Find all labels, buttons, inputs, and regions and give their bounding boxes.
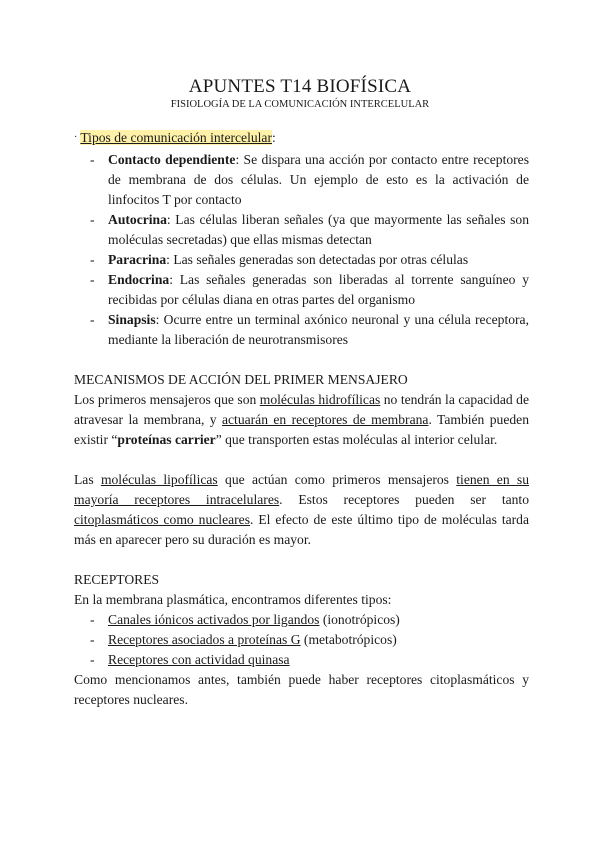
list-item — [74, 630, 529, 650]
dash-marker: - — [90, 652, 95, 667]
list-item-text: (ionotrópicos) — [319, 612, 400, 627]
paragraph-hydrophilic — [74, 390, 529, 450]
highlighted-heading: Tipos de comunicación intercelular — [80, 130, 272, 145]
receptors-intro: En la membrana plasmática, encontramos diferentes tipos: — [74, 592, 392, 607]
dash-marker: - — [90, 312, 95, 327]
list-item — [74, 610, 529, 630]
underlined-text: tienen en su mayoría receptores intracelulares — [74, 472, 530, 507]
text-run: ” que transporten estas moléculas al interior celular. — [215, 432, 498, 447]
list-item-text: : Las células liberan señales (ya que mayormente las señales son moléculas secretadas) que ellas mismas detectan — [108, 212, 529, 247]
underlined-text: moléculas hidrofílicas — [259, 392, 381, 407]
list-item-term: Autocrina — [108, 212, 167, 227]
list-item-text: : Las señales generadas son liberadas al torrente sanguíneo y recibidas por células diana en otras partes del organismo — [108, 272, 529, 307]
list-item — [74, 210, 529, 250]
section-communication-types — [74, 128, 529, 150]
section-heading-first-messenger: MECANISMOS DE ACCIÓN DEL PRIMER MENSAJERO — [74, 372, 408, 387]
list-item-text: (metabotrópicos) — [300, 632, 397, 647]
list-item — [74, 250, 529, 270]
dash-marker: - — [90, 252, 95, 267]
bold-text: proteínas carrier — [117, 432, 216, 447]
underlined-text: citoplasmáticos como nucleares — [74, 512, 250, 527]
list-item-term: Contacto dependiente — [108, 152, 236, 167]
dash-marker: - — [90, 152, 95, 167]
underlined-text: actuarán en receptores de membrana — [221, 412, 429, 427]
dash-marker: - — [90, 272, 95, 287]
list-item-text: : Se dispara una acción por contacto entre receptores de membrana de dos células. Un ejemplo de esto es la activación de linfocitos T por contacto — [108, 152, 530, 207]
underlined-text: moléculas lipofílicas — [100, 472, 218, 487]
list-item-text: : Ocurre entre un terminal axónico neuronal y una célula receptora, mediante la liberación de neurotransmisores — [108, 312, 529, 347]
underlined-text: Receptores con actividad quinasa — [108, 652, 290, 667]
underlined-text: Receptores asociados a proteínas G — [108, 632, 301, 647]
list-item-term: Paracrina — [108, 252, 167, 267]
receptors-list — [74, 610, 529, 670]
list-item — [74, 150, 529, 210]
text-run: no tendrán la capacidad de atravesar la membrana, y — [74, 392, 529, 427]
paragraph-gap — [74, 450, 529, 470]
bullet-dot: · — [74, 132, 78, 143]
list-item — [74, 270, 529, 310]
page-subtitle: FISIOLOGÍA DE LA COMUNICACIÓN INTERCELULAR — [170, 99, 430, 110]
text-run: que actúan como primeros mensajeros — [217, 472, 457, 487]
list-item-term: Endocrina — [108, 272, 170, 287]
communication-types-list — [74, 150, 529, 350]
text-run: . También pueden existir “ — [74, 412, 529, 447]
dash-marker: - — [90, 212, 95, 227]
list-item-text: : Las señales generadas son detectadas por otras células — [166, 252, 469, 267]
section-heading-receptors: RECEPTORES — [74, 572, 160, 587]
heading-colon: : — [272, 130, 276, 145]
text-run: . Estos receptores pueden ser tanto — [279, 492, 530, 507]
text-run: Las — [74, 472, 101, 487]
list-item — [74, 310, 529, 350]
underlined-text: Canales iónicos activados por ligandos — [108, 612, 320, 627]
dash-marker: - — [90, 612, 95, 627]
list-item — [74, 650, 529, 670]
text-run: Los primeros mensajeros que son — [74, 392, 260, 407]
text-run: . El efecto de este último tipo de moléculas tarda más en aparecer pero su duración es mayor. — [74, 512, 529, 547]
dash-marker: - — [90, 632, 95, 647]
document-body — [74, 128, 529, 710]
receptors-outro: Como mencionamos antes, también puede haber receptores citoplasmáticos y receptores nucleares. — [74, 672, 529, 707]
paragraph-lipophilic — [74, 470, 529, 550]
list-item-term: Sinapsis — [108, 312, 156, 327]
page-title: APUNTES T14 BIOFÍSICA — [188, 76, 412, 97]
